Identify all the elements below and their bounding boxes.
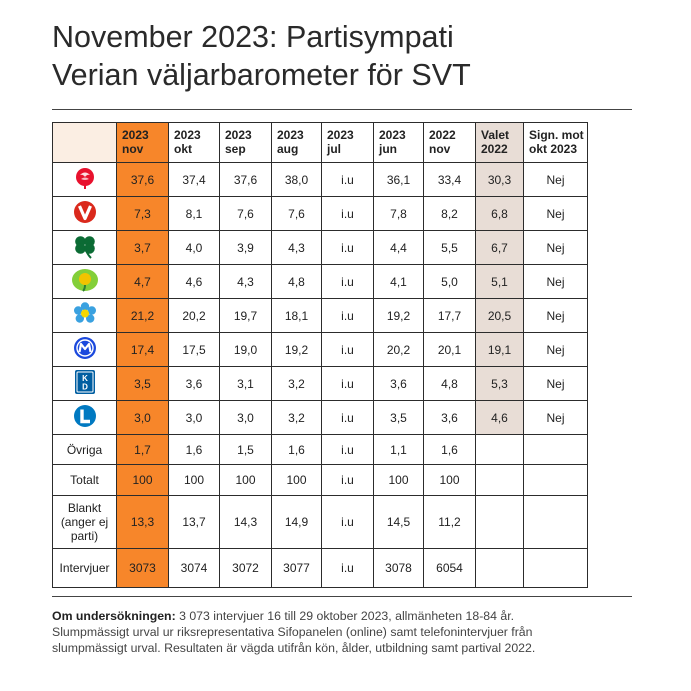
column-header-line1: 2023: [122, 128, 149, 142]
value-cell: [524, 401, 588, 435]
column-header-line1: 2023: [277, 128, 304, 142]
value-cell: [169, 231, 220, 265]
column-header-3: [272, 123, 322, 163]
value-cell: [424, 465, 476, 496]
top-divider: [52, 109, 632, 110]
value-cell: [424, 265, 476, 299]
value-text: i.u: [341, 206, 354, 221]
social-democrats-rose-icon: [73, 166, 97, 193]
value-cell: [476, 197, 524, 231]
value-text: 5,0: [441, 274, 458, 289]
title-line-1: November 2023: Partisympati: [52, 20, 454, 54]
value-text: Nej: [546, 342, 565, 357]
value-cell: [220, 333, 272, 367]
value-cell: [117, 197, 169, 231]
value-cell: [374, 367, 424, 401]
value-cell: [322, 435, 374, 465]
value-text: 13,7: [182, 515, 206, 529]
value-text: i.u: [341, 442, 354, 457]
value-text: 5,5: [441, 240, 458, 255]
value-text: 14,3: [233, 515, 258, 529]
svg-text:D: D: [81, 382, 88, 392]
column-header-line2: okt: [174, 142, 192, 156]
value-cell: [476, 435, 524, 465]
value-cell: [524, 197, 588, 231]
value-cell: [220, 367, 272, 401]
value-text: 3,5: [390, 410, 407, 425]
table-row: [53, 401, 588, 435]
value-text: 20,2: [386, 342, 411, 357]
value-cell: [272, 549, 322, 588]
column-header-line2: nov: [429, 142, 451, 156]
value-cell: [220, 299, 272, 333]
value-cell: [374, 163, 424, 197]
value-text: 7,6: [288, 206, 305, 221]
bottom-divider: [52, 596, 632, 597]
value-cell: [169, 496, 220, 549]
column-header-line1: 2023: [174, 128, 201, 142]
value-text: 4,0: [185, 240, 203, 255]
value-text: 100: [439, 473, 460, 487]
value-cell: [322, 549, 374, 588]
value-text: 37,6: [130, 172, 155, 187]
value-cell: [272, 435, 322, 465]
value-text: i.u: [341, 515, 354, 529]
value-text: 4,1: [390, 274, 407, 289]
column-header-line1: 2022: [429, 128, 456, 142]
value-text: 20,5: [487, 308, 512, 323]
row-label-line: Blankt: [67, 501, 102, 515]
value-text: 3077: [283, 561, 310, 575]
value-cell: [272, 197, 322, 231]
value-text: 20,1: [437, 342, 462, 357]
value-text: 6054: [436, 561, 463, 575]
value-cell: [117, 465, 169, 496]
value-cell: [322, 496, 374, 549]
value-text: 8,1: [185, 206, 203, 221]
value-cell: [524, 265, 588, 299]
row-label: Totalt: [70, 473, 99, 487]
value-text: i.u: [341, 172, 354, 187]
value-text: 3,0: [237, 410, 254, 425]
column-header-line2: okt 2023: [529, 142, 578, 156]
value-cell: [117, 496, 169, 549]
row-label: Övriga: [66, 442, 103, 457]
value-cell: [524, 435, 588, 465]
value-cell: [476, 367, 524, 401]
value-text: 1,5: [237, 442, 254, 457]
table-header-row: [53, 123, 588, 163]
title-line-2: Verian väljarbarometer för SVT: [52, 58, 471, 92]
value-text: 4,6: [491, 410, 508, 425]
value-cell: [524, 163, 588, 197]
value-cell: [169, 435, 220, 465]
value-text: 100: [286, 473, 307, 487]
value-cell: [169, 299, 220, 333]
value-cell: [374, 435, 424, 465]
row-label-cell: [53, 231, 117, 265]
value-cell: [117, 299, 169, 333]
value-text: 100: [388, 473, 409, 487]
value-text: 3,2: [288, 410, 305, 425]
column-header-line2: jun: [379, 142, 397, 156]
christian-democrats-kd-icon: [74, 369, 96, 398]
value-text: 3,1: [237, 376, 254, 391]
value-cell: [169, 265, 220, 299]
value-cell: [272, 496, 322, 549]
table-row: [53, 265, 588, 299]
table-row: [53, 549, 588, 588]
value-text: 3078: [385, 561, 412, 575]
value-cell: [322, 367, 374, 401]
value-text: 8,2: [441, 206, 458, 221]
survey-info-line-1: 3 073 intervjuer 16 till 29 oktober 2023, allmänheten 18-84 år.: [175, 609, 515, 623]
value-cell: [424, 299, 476, 333]
value-cell: [169, 197, 220, 231]
centre-party-clover-icon: [72, 233, 98, 262]
survey-info-line-2: Slumpmässigt urval ur riksrepresentativa Sifopanelen (online) samt telefonintervjuer från: [52, 625, 533, 639]
value-text: 7,8: [390, 206, 407, 221]
value-text: 4,3: [288, 240, 305, 255]
table-row: [53, 299, 588, 333]
value-cell: [169, 163, 220, 197]
value-text: Nej: [546, 172, 565, 187]
green-party-dandelion-icon: [71, 268, 99, 295]
value-text: Nej: [546, 274, 565, 289]
value-cell: [220, 465, 272, 496]
value-cell: [524, 367, 588, 401]
value-cell: [374, 197, 424, 231]
column-header-line1: 2023: [327, 128, 354, 142]
value-cell: [169, 333, 220, 367]
table-row: [53, 163, 588, 197]
value-text: 4,8: [288, 274, 305, 289]
value-text: 100: [235, 473, 256, 487]
value-text: Nej: [546, 240, 565, 255]
table-row: [53, 435, 588, 465]
value-cell: [524, 333, 588, 367]
value-cell: [374, 265, 424, 299]
value-text: Nej: [546, 206, 565, 221]
row-label-cell: [53, 496, 117, 549]
value-cell: [524, 465, 588, 496]
value-text: 3,6: [441, 410, 458, 425]
value-cell: [322, 231, 374, 265]
value-text: 17,7: [437, 308, 462, 323]
value-cell: [424, 197, 476, 231]
value-text: 19,2: [386, 308, 411, 323]
value-text: 14,9: [284, 515, 309, 529]
value-cell: [169, 367, 220, 401]
row-label-cell: [53, 367, 117, 401]
value-cell: [476, 299, 524, 333]
table-row: [53, 496, 588, 549]
value-text: 3,0: [185, 410, 203, 425]
value-text: i.u: [341, 274, 354, 289]
value-cell: [424, 231, 476, 265]
row-label-cell: [53, 163, 117, 197]
value-cell: [169, 465, 220, 496]
value-cell: [117, 401, 169, 435]
column-header-line2: jul: [327, 142, 341, 156]
value-text: 11,2: [438, 515, 461, 529]
value-cell: [424, 401, 476, 435]
value-cell: [476, 163, 524, 197]
value-cell: [272, 163, 322, 197]
value-text: i.u: [341, 376, 354, 391]
value-cell: [476, 231, 524, 265]
value-text: 1,1: [390, 442, 407, 457]
value-text: 5,3: [491, 376, 508, 391]
value-text: 4,7: [134, 274, 151, 289]
value-text: 7,3: [134, 206, 151, 221]
value-cell: [476, 496, 524, 549]
value-text: 1,6: [441, 442, 458, 457]
value-text: 3,6: [390, 376, 407, 391]
value-cell: [272, 231, 322, 265]
value-cell: [272, 465, 322, 496]
row-label-cell: [53, 549, 117, 588]
row-label-cell: [53, 333, 117, 367]
column-header-1: [169, 123, 220, 163]
value-text: 30,3: [487, 172, 512, 187]
value-text: 19,7: [233, 308, 258, 323]
value-cell: [476, 265, 524, 299]
value-text: 3,9: [237, 240, 254, 255]
value-cell: [322, 333, 374, 367]
row-label-cell: [53, 465, 117, 496]
value-text: 37,4: [182, 172, 206, 187]
row-label-cell: [53, 401, 117, 435]
value-text: 4,8: [441, 376, 458, 391]
value-cell: [117, 367, 169, 401]
value-text: Nej: [546, 376, 565, 391]
value-text: 13,3: [130, 515, 155, 529]
column-header-2: [220, 123, 272, 163]
value-cell: [374, 231, 424, 265]
value-cell: [322, 163, 374, 197]
column-header-7: [476, 123, 524, 163]
value-cell: [424, 333, 476, 367]
value-text: 1,6: [288, 442, 305, 457]
value-cell: [220, 549, 272, 588]
value-cell: [424, 163, 476, 197]
value-cell: [374, 299, 424, 333]
value-cell: [220, 197, 272, 231]
column-header-line2: aug: [277, 142, 299, 156]
survey-info: [52, 608, 642, 656]
value-cell: [524, 299, 588, 333]
value-cell: [322, 265, 374, 299]
table-row: [53, 465, 588, 496]
value-text: i.u: [341, 410, 354, 425]
column-header-line2: 2022: [481, 142, 508, 156]
value-cell: [272, 401, 322, 435]
value-text: 3074: [180, 561, 208, 575]
column-header-line1: Valet: [481, 128, 510, 142]
value-cell: [169, 549, 220, 588]
column-header-line2: nov: [122, 142, 144, 156]
value-text: 33,4: [437, 172, 462, 187]
value-cell: [117, 231, 169, 265]
value-text: 17,4: [130, 342, 155, 357]
row-label-line: (anger ej: [60, 515, 109, 529]
column-header-line1: 2023: [225, 128, 252, 142]
value-text: 37,6: [233, 172, 258, 187]
value-text: i.u: [341, 308, 354, 323]
liberals-l-icon: [73, 404, 97, 431]
value-cell: [524, 231, 588, 265]
value-cell: [220, 265, 272, 299]
value-text: 6,8: [491, 206, 508, 221]
value-text: i.u: [341, 342, 354, 357]
value-text: 3,5: [134, 376, 151, 391]
column-header-line1: 2023: [379, 128, 406, 142]
value-text: 1,7: [134, 442, 151, 457]
party-sympathy-table: [52, 122, 588, 588]
sweden-democrats-flower-icon: [72, 301, 98, 330]
value-cell: [220, 435, 272, 465]
value-text: Nej: [546, 410, 565, 425]
value-cell: [424, 435, 476, 465]
value-text: 19,1: [487, 342, 512, 357]
value-cell: [424, 367, 476, 401]
table-row: [53, 367, 588, 401]
value-text: 19,0: [233, 342, 258, 357]
value-cell: [220, 231, 272, 265]
survey-info-lead: Om undersökningen:: [52, 609, 176, 623]
row-label: Intervjuer: [59, 561, 110, 575]
value-text: 7,6: [237, 206, 254, 221]
value-cell: [476, 333, 524, 367]
value-cell: [272, 299, 322, 333]
value-cell: [374, 401, 424, 435]
value-cell: [272, 265, 322, 299]
value-cell: [220, 496, 272, 549]
column-header-6: [424, 123, 476, 163]
value-text: 100: [132, 473, 153, 487]
value-text: 17,5: [182, 342, 206, 357]
value-cell: [424, 549, 476, 588]
column-header-5: [374, 123, 424, 163]
value-text: 3,0: [134, 410, 151, 425]
value-text: 5,1: [491, 274, 508, 289]
value-text: 14,5: [386, 515, 411, 529]
value-cell: [117, 333, 169, 367]
column-header-4: [322, 123, 374, 163]
value-cell: [169, 401, 220, 435]
value-text: 3,2: [288, 376, 305, 391]
value-text: 4,6: [185, 274, 203, 289]
value-text: Nej: [546, 308, 565, 323]
value-cell: [424, 496, 476, 549]
row-label-cell: [53, 299, 117, 333]
value-text: 3,7: [134, 240, 151, 255]
value-cell: [374, 496, 424, 549]
value-text: 1,6: [185, 442, 203, 457]
value-cell: [322, 401, 374, 435]
survey-info-line-3: slumpmässigt urval. Resultaten är vägda utifrån kön, ålder, utbildning samt partival 2022.: [52, 641, 536, 655]
value-cell: [322, 465, 374, 496]
value-cell: [374, 465, 424, 496]
value-cell: [322, 197, 374, 231]
column-header-0: [117, 123, 169, 163]
row-label-cell: [53, 435, 117, 465]
value-cell: [524, 496, 588, 549]
value-cell: [272, 367, 322, 401]
value-text: 38,0: [284, 172, 309, 187]
value-text: 4,3: [237, 274, 254, 289]
value-text: 6,7: [491, 240, 508, 255]
value-cell: [476, 465, 524, 496]
table-row: [53, 231, 588, 265]
value-cell: [374, 549, 424, 588]
value-cell: [476, 401, 524, 435]
value-cell: [374, 333, 424, 367]
value-text: 3072: [232, 561, 259, 575]
value-text: 19,2: [284, 342, 309, 357]
svg-text:K: K: [81, 374, 88, 383]
value-text: i.u: [341, 561, 354, 575]
value-cell: [524, 549, 588, 588]
value-text: 36,1: [386, 172, 411, 187]
column-header-line1: Sign. mot: [529, 128, 584, 142]
value-cell: [117, 163, 169, 197]
value-text: 18,1: [284, 308, 309, 323]
value-text: i.u: [341, 240, 354, 255]
value-text: 3073: [129, 561, 156, 575]
row-label-line: parti): [70, 529, 99, 543]
value-cell: [117, 265, 169, 299]
row-label-cell: [53, 265, 117, 299]
value-cell: [476, 549, 524, 588]
column-header-8: [524, 123, 588, 163]
column-header-line2: sep: [225, 142, 246, 156]
value-cell: [117, 435, 169, 465]
value-text: 3,6: [185, 376, 203, 391]
value-text: i.u: [341, 473, 354, 487]
value-cell: [322, 299, 374, 333]
moderates-m-icon: [73, 336, 97, 363]
page-title: [52, 18, 471, 94]
value-text: 21,2: [130, 308, 155, 323]
value-cell: [117, 549, 169, 588]
value-text: 100: [183, 473, 205, 487]
table-row: [53, 333, 588, 367]
value-cell: [220, 401, 272, 435]
row-label-cell: [53, 197, 117, 231]
value-text: 20,2: [182, 308, 206, 323]
table-row: [53, 197, 588, 231]
value-text: 4,4: [390, 240, 407, 255]
header-label-cell: [53, 123, 117, 163]
left-party-v-icon: [73, 200, 97, 227]
value-cell: [272, 333, 322, 367]
value-cell: [220, 163, 272, 197]
